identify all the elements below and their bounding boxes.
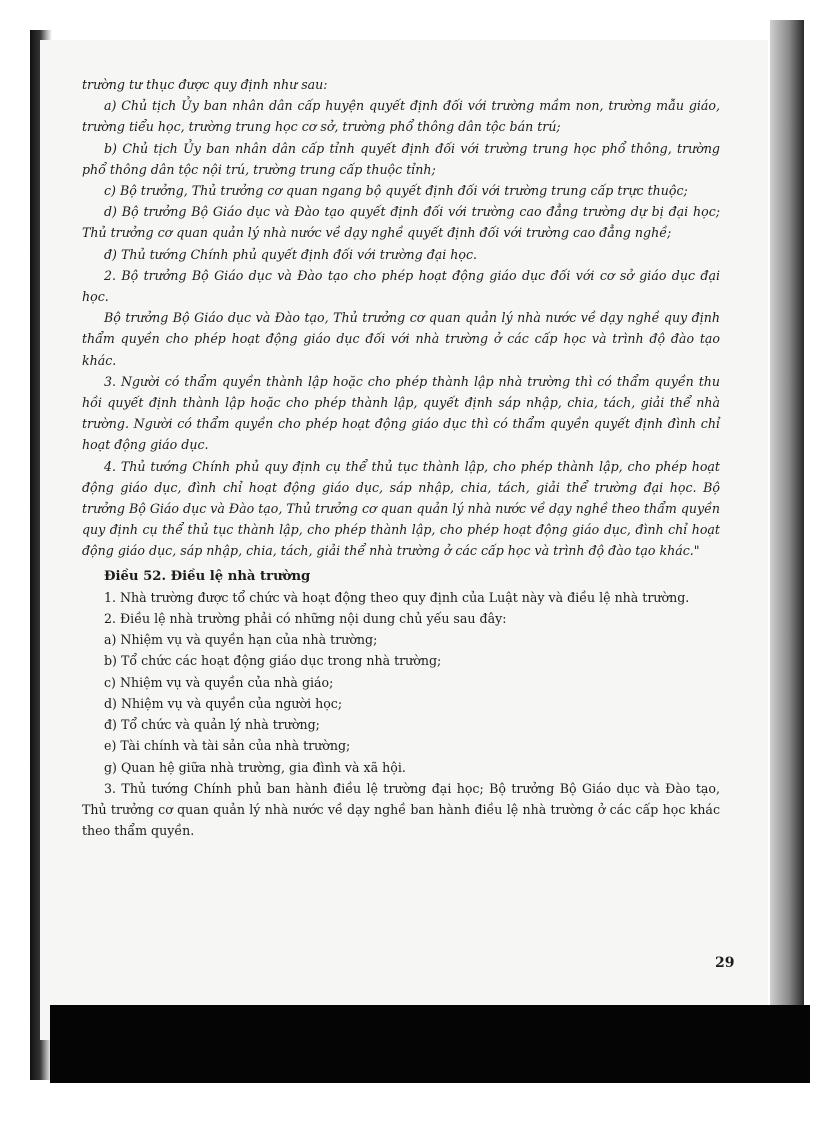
article-item-dd: đ) Tổ chức và quản lý nhà trường; [104,717,320,733]
intro-line: trường tư thục được quy định như sau: [82,77,328,92]
article-item-d: d) Nhiệm vụ và quyền của người học; [104,695,343,711]
page-number: 29 [715,955,735,971]
clause-item-c: c) Bộ trưởng, Thủ trưởng cơ quan ngang bộ quyết định đối với trường trung cấp trực thuộc; [104,183,688,199]
page-right-edge-shadow [770,20,804,1040]
paragraph-3: 3. Người có thẩm quyền thành lập hoặc cho phép thành lập nhà trường thì có thẩm quyền thu hồi quyết định thành lập hoặc cho phép thành lập, quyết định sáp nhập, chia, tách, giải thể nhà trường. Người có thẩm quyền cho phép hoạt động giáo dục thì có thẩm quyền quyết định đình chỉ hoạt động giáo dục. [82,373,720,453]
clause-item-d: d) Bộ trưởng Bộ Giáo dục và Đào tạo quyết định đối với trường cao đẳng trường dự bị đại học; Thủ trưởng cơ quan quản lý nhà nước về dạy nghề quyết định đối với trường cao đẳng nghề; [82,204,720,241]
clause-item-a: a) Chủ tịch Ủy ban nhân dân cấp huyện quyết định đối với trường mầm non, trường mẫu giáo, trường tiểu học, trường trung học cơ sở, trường phổ thông dân tộc bán trú; [82,98,720,135]
clause-item-dd: đ) Thủ tướng Chính phủ quyết định đối với trường đại học. [104,246,478,262]
article-item-e: e) Tài chính và tài sản của nhà trường; [104,738,351,754]
article-paragraph-3: 3. Thủ tướng Chính phủ ban hành điều lệ trường đại học; Bộ trưởng Bộ Giáo dục và Đào tạo, Thủ trưởng cơ quan quản lý nhà nước về dạy nghề ban hành điều lệ nhà trường ở các cấp học khác theo thẩm quyền. [82,780,720,839]
article-paragraph-1: 1. Nhà trường được tổ chức và hoạt động theo quy định của Luật này và điều lệ nhà trường. [104,589,690,605]
paragraph-2b: Bộ trưởng Bộ Giáo dục và Đào tạo, Thủ trưởng cơ quan quản lý nhà nước về dạy nghề quy định thẩm quyền cho phép hoạt động giáo dục đối với nhà trường ở các cấp học và trình độ đào tạo khác. [82,310,720,368]
scan-bottom-band [50,1005,810,1083]
article-item-a: a) Nhiệm vụ và quyền hạn của nhà trường; [104,632,378,648]
document-body [82,74,720,841]
paragraph-2: 2. Bộ trưởng Bộ Giáo dục và Đào tạo cho phép hoạt động giáo dục đối với cơ sở giáo dục đại học. [82,267,720,305]
paragraph-4: 4. Thủ tướng Chính phủ quy định cụ thể thủ tục thành lập, cho phép thành lập, cho phép hoạt động giáo dục, đình chỉ hoạt động giáo dục, sáp nhập, chia, tách, giải thể trường đại học. Bộ trưởng Bộ Giáo dục và Đào tạo, Thủ trưởng cơ quan quản lý nhà nước về dạy nghề theo thẩm quyền quy định cụ thể thủ tục thành lập, cho phép thành lập, cho phép hoạt động giáo dục, đình chỉ hoạt động giáo dục, sáp nhập, chia, tách, giải thể nhà trường ở các cấp học và trình độ đào tạo khác." [82,458,720,559]
clause-item-b: b) Chủ tịch Ủy ban nhân dân cấp tỉnh quyết định đối với trường trung học phổ thông, trường phổ thông dân tộc nội trú, trường trung cấp thuộc tỉnh; [82,140,720,177]
article-heading: Điều 52. Điều lệ nhà trường [104,568,311,584]
article-paragraph-2: 2. Điều lệ nhà trường phải có những nội dung chủ yếu sau đây: [104,611,507,627]
article-item-b: b) Tổ chức các hoạt động giáo dục trong nhà trường; [104,653,442,669]
article-item-c: c) Nhiệm vụ và quyền của nhà giáo; [104,674,334,690]
article-item-g: g) Quan hệ giữa nhà trường, gia đình và xã hội. [104,759,406,775]
